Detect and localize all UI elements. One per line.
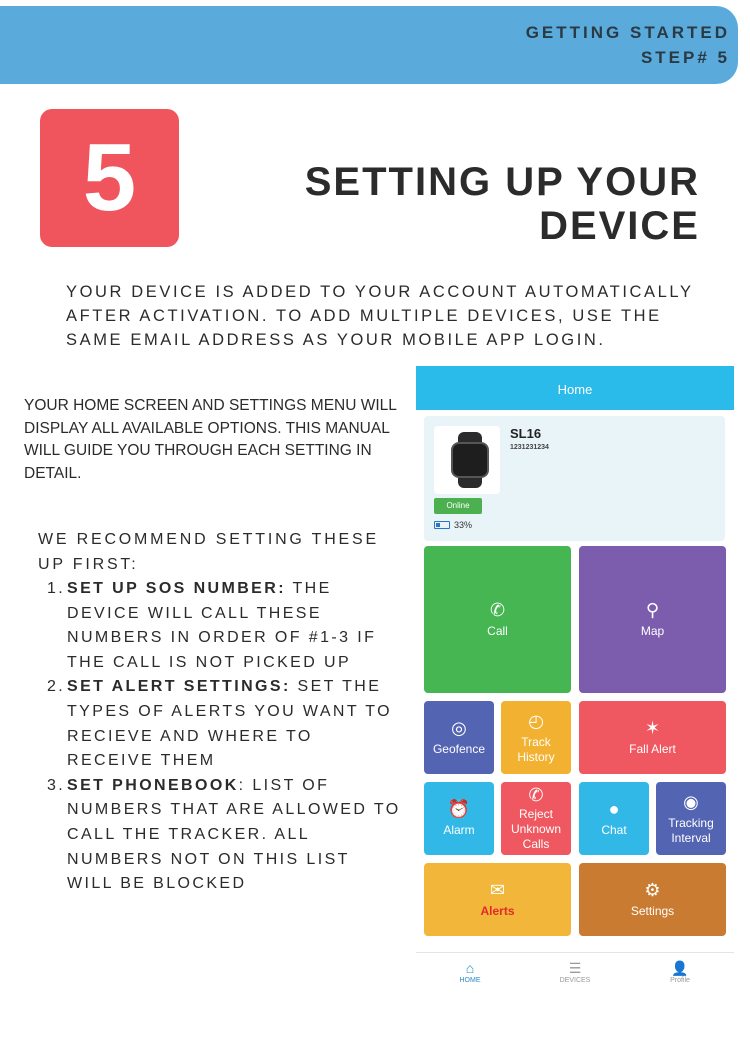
- tracking-interval-label: Tracking Interval: [668, 815, 714, 845]
- tab-devices-label: DEVICES: [559, 977, 591, 984]
- title-line1: SETTING UP YOUR: [304, 160, 700, 204]
- battery-icon: [434, 521, 450, 529]
- list-icon: ☰: [568, 960, 582, 976]
- list-item-bold: SET UP SOS NUMBER:: [67, 580, 286, 597]
- call-label: Call: [487, 624, 508, 638]
- list-item-text: : LIST OF NUMBERS THAT ARE ALLOWED TO CALL THE TRACKER. ALL NUMBERS NOT ON THIS LIST WILL BE BLOCKED: [67, 776, 401, 893]
- alarm-clock-icon: ⏰: [447, 799, 471, 819]
- home-screen-paragraph: YOUR HOME SCREEN AND SETTINGS MENU WILL DISPLAY ALL AVAILABLE OPTIONS. THIS MANUAL WILL GUIDE YOU THROUGH EACH SETTING IN DETAIL.: [24, 397, 397, 482]
- list-item-text: THE DEVICE WILL CALL THESE NUMBERS IN ORDER OF #1-3 IF THE CALL IS NOT PICKED UP: [67, 580, 377, 671]
- header-line2: STEP# 5: [640, 48, 730, 67]
- list-item: [47, 675, 402, 773]
- tracking-icon: ◉: [683, 791, 699, 812]
- list-item-bold: SET PHONEBOOK: [67, 776, 239, 794]
- list-item: [47, 577, 402, 675]
- reject-unknown-calls-tile[interactable]: [501, 782, 571, 855]
- watch-face: [451, 442, 489, 478]
- tab-devices[interactable]: [535, 959, 615, 984]
- track-history-tile[interactable]: [501, 701, 571, 774]
- fall-icon: ✶: [644, 718, 661, 738]
- gear-icon: ⚙: [644, 880, 661, 900]
- recommend-heading: WE RECOMMEND SETTING THESE UP FIRST:: [38, 531, 379, 573]
- call-tile[interactable]: [424, 546, 571, 693]
- list-item-bold: SET ALERT SETTINGS:: [67, 678, 291, 696]
- title-line2: DEVICE: [539, 204, 700, 248]
- page-title: [305, 160, 700, 248]
- chat-bubble-icon: ●: [608, 799, 620, 819]
- track-history-label: Track History: [517, 734, 555, 764]
- geofence-label: Geofence: [432, 742, 486, 756]
- geofence-icon: ◎: [451, 718, 467, 738]
- envelope-icon: ✉: [489, 880, 506, 900]
- tab-profile[interactable]: [640, 959, 720, 984]
- alarm-label: Alarm: [443, 823, 475, 837]
- list-item-text: SET THE TYPES OF ALERTS YOU WANT TO RECIEVE AND WHERE TO RECEIVE THEM: [67, 678, 393, 770]
- device-number: 1231231234: [510, 444, 549, 451]
- tab-bar: [416, 952, 734, 1006]
- tab-profile-label: Profile: [670, 977, 690, 984]
- history-icon: ◴: [528, 710, 544, 731]
- battery-percent: 33%: [454, 520, 473, 530]
- fall-alert-tile[interactable]: [579, 701, 726, 774]
- list-item: [47, 774, 402, 897]
- list-number: 3.: [47, 776, 66, 794]
- watch-image: [434, 426, 500, 494]
- app-screenshot: [416, 366, 734, 1006]
- device-card[interactable]: [424, 416, 725, 541]
- recommendation-list: [47, 577, 402, 897]
- alerts-tile[interactable]: [424, 863, 571, 936]
- location-pin-icon: ⚲: [645, 600, 660, 620]
- battery-level: [434, 520, 472, 530]
- list-number: 2.: [47, 678, 66, 696]
- device-name: SL16: [510, 426, 542, 441]
- app-header: Home: [416, 366, 734, 410]
- tracking-interval-tile[interactable]: [656, 782, 726, 855]
- fall-alert-label: Fall Alert: [629, 742, 676, 756]
- chat-tile[interactable]: [579, 782, 649, 855]
- chat-label: Chat: [601, 823, 627, 837]
- tab-home-label: HOME: [459, 977, 481, 984]
- list-number: 1.: [47, 580, 66, 597]
- phone-icon: ✆: [489, 600, 506, 620]
- tab-home[interactable]: [430, 959, 510, 984]
- header-label: [526, 20, 730, 70]
- map-tile[interactable]: [579, 546, 726, 693]
- settings-label: Settings: [630, 904, 675, 918]
- settings-tile[interactable]: [579, 863, 726, 936]
- reject-label: Reject Unknown Calls: [510, 807, 562, 851]
- step-number-badge: 5: [40, 109, 179, 247]
- status-badge: Online: [434, 498, 482, 514]
- alerts-label: Alerts: [480, 904, 515, 918]
- intro-paragraph: YOUR DEVICE IS ADDED TO YOUR ACCOUNT AUTOMATICALLY AFTER ACTIVATION. TO ADD MULTIPLE DEVICES, USE THE SAME EMAIL ADDRESS AS YOUR MOBILE APP LOGIN.: [66, 283, 694, 349]
- map-label: Map: [640, 624, 665, 638]
- geofence-tile[interactable]: [424, 701, 494, 774]
- alarm-tile[interactable]: [424, 782, 494, 855]
- reject-call-icon: ✆: [528, 785, 544, 805]
- person-icon: 👤: [671, 960, 689, 976]
- home-icon: ⌂: [465, 960, 475, 976]
- header-line1: GETTING STARTED: [525, 23, 730, 42]
